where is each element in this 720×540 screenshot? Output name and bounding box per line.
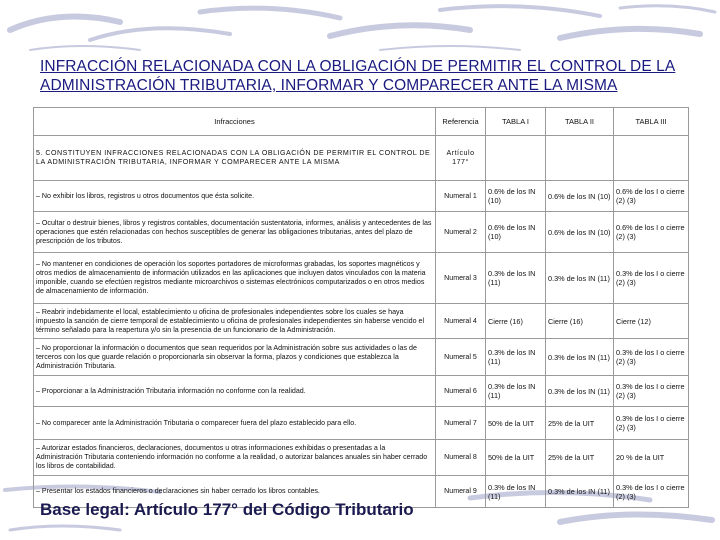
tabla-1-value: 0.3% de los IN (11) [486,376,546,407]
tabla-2-value: 25% de la UIT [546,407,614,440]
infraction-text: – Autorizar estados financieros, declaraciones, documentos u otras informaciones exhibidas o presentadas a la Administración Tributaria conteniendo información no conforme a la realidad, o autorizar balances anuales sin haber cerrado los libros de contabilidad. [34,440,436,476]
empty-cell [546,136,614,181]
reference: Numeral 4 [436,304,486,339]
reference: Numeral 9 [436,476,486,508]
footer-legal-basis: Base legal: Artículo 177° del Código Tributario [40,500,414,519]
reference: Numeral 5 [436,339,486,376]
tabla-2-value: 25% de la UIT [546,440,614,476]
tabla-1-value: 0.3% de los IN (11) [486,476,546,508]
tabla-1-value: 50% de la UIT [486,440,546,476]
tabla-1-value: 0.6% de los IN (10) [486,212,546,253]
table-row [34,339,689,376]
tabla-2-value: 0.3% de los IN (11) [546,376,614,407]
tabla-2-value: 0.3% de los IN (11) [546,476,614,508]
infraction-text: – Presentar los estados financieros o declaraciones sin haber cerrado los libros contables. [34,476,436,508]
tabla-1-value: Cierre (16) [486,304,546,339]
section-text: 5. CONSTITUYEN INFRACCIONES RELACIONADAS CON LA OBLIGACIÓN DE PERMITIR EL CONTROL DE LA ADMINISTRACIÓN TRIBUTARIA, INFORMAR Y COMPARECER ANTE LA MISMA [34,136,436,181]
tabla-3-value: 0.3% de los I o cierre (2) (3) [614,476,689,508]
infraction-text: – No proporcionar la información o documentos que sean requeridos por la Administración sobre sus actividades o las de terceros con los que guarde relación o proporcionarla sin observar la forma, plazos y condiciones que establezca la Administración Tributaria. [34,339,436,376]
tabla-3-value: 0.3% de los I o cierre (2) (3) [614,339,689,376]
tabla-2-value: 0.6% de los IN (10) [546,181,614,212]
tabla-3-value: Cierre (12) [614,304,689,339]
tabla-2-value: 0.3% de los IN (11) [546,339,614,376]
reference: Numeral 1 [436,181,486,212]
header-tabla-3: TABLA III [614,108,689,136]
tabla-1-value: 0.6% de los IN (10) [486,181,546,212]
table-row [34,181,689,212]
infraction-text: – No exhibir los libros, registros u otros documentos que ésta solicite. [34,181,436,212]
infractions-table [33,107,689,508]
empty-cell [614,136,689,181]
tabla-1-value: 0.3% de los IN (11) [486,339,546,376]
tabla-2-value: Cierre (16) [546,304,614,339]
table-row [34,212,689,253]
table-row [34,440,689,476]
tabla-1-value: 0.3% de los IN (11) [486,253,546,304]
page-title: INFRACCIÓN RELACIONADA CON LA OBLIGACIÓN DE PERMITIR EL CONTROL DE LA ADMINISTRACIÓN TRIBUTARIA, INFORMAR Y COMPARECER ANTE LA MISMA [40,58,676,94]
table-row [34,407,689,440]
header-infracciones: Infracciones [34,108,436,136]
tabla-3-value: 0.6% de los I o cierre (2) (3) [614,212,689,253]
tabla-3-value: 0.6% de los I o cierre (2) (3) [614,181,689,212]
header-referencia: Referencia [436,108,486,136]
empty-cell [486,136,546,181]
decorative-brush-strokes-top [0,0,720,60]
table-row [34,304,689,339]
section-ref: Artículo 177° [436,136,486,181]
reference: Numeral 3 [436,253,486,304]
reference: Numeral 6 [436,376,486,407]
tabla-2-value: 0.3% de los IN (11) [546,253,614,304]
tabla-3-value: 0.3% de los I o cierre (2) (3) [614,407,689,440]
infraction-text: – No comparecer ante la Administración Tributaria o comparecer fuera del plazo establecido para ello. [34,407,436,440]
tabla-2-value: 0.6% de los IN (10) [546,212,614,253]
infraction-text: – No mantener en condiciones de operación los soportes portadores de microformas grabadas, los soportes magnéticos y otros medios de almacenamiento de información utilizados en las aplicaciones que incluyen datos vinculados con la materia imponible, cuando se efectúen registros mediante microarchivos o sistemas electrónicos computarizados o en otros medios de almacenamiento de información. [34,253,436,304]
header-tabla-2: TABLA II [546,108,614,136]
tabla-3-value: 20 % de la UIT [614,440,689,476]
tabla-1-value: 50% de la UIT [486,407,546,440]
header-tabla-1: TABLA I [486,108,546,136]
table-header-row [34,108,689,136]
table-row [34,376,689,407]
reference: Numeral 8 [436,440,486,476]
infraction-text: – Proporcionar a la Administración Tributaria información no conforme con la realidad. [34,376,436,407]
section-row [34,136,689,181]
table-row [34,253,689,304]
table-body [34,181,689,508]
reference: Numeral 7 [436,407,486,440]
reference: Numeral 2 [436,212,486,253]
tabla-3-value: 0.3% de los I o cierre (2) (3) [614,376,689,407]
tabla-3-value: 0.3% de los I o cierre (2) (3) [614,253,689,304]
infraction-text: – Ocultar o destruir bienes, libros y registros contables, documentación sustentatoria, informes, análisis y antecedentes de las operaciones que estén relacionadas con hechos susceptibles de generar las obligaciones tributarias, antes del plazo de prescripción de los tributos. [34,212,436,253]
infraction-text: – Reabrir indebidamente el local, establecimiento u oficina de profesionales independientes sobre los cuales se haya impuesto la sanción de cierre temporal de establecimiento u oficina de profesionales independientes sin haberse vencido el término señalado para la reapertura y/o sin la presencia de un funcionario de la Administración. [34,304,436,339]
